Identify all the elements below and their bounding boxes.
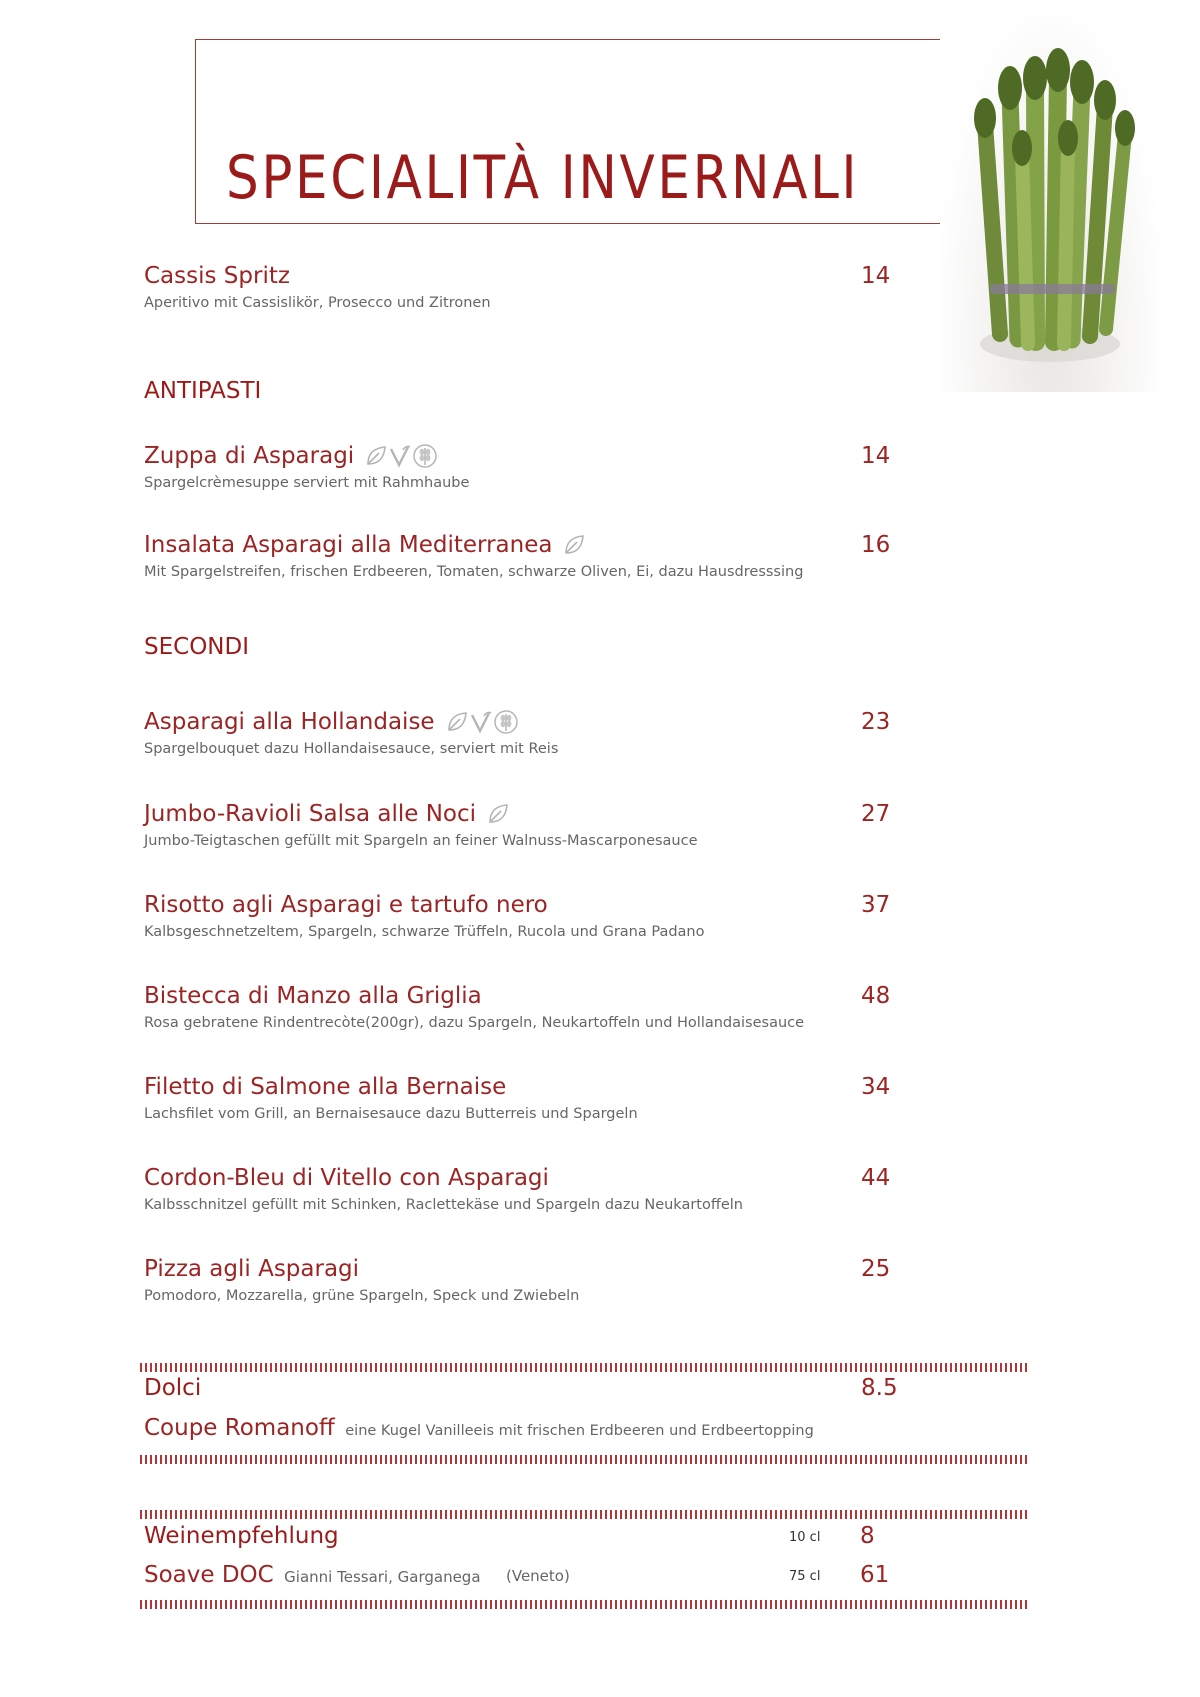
item-description: Jumbo-Teigtaschen gefüllt mit Spargeln an feiner Walnuss-Mascarponesauce [144,833,698,849]
section-antipasti [144,377,904,405]
menu-item [144,1164,904,1214]
gluten-free-wheat-icon [412,443,438,469]
dolci-price: 8.5 [861,1375,898,1401]
wine-small-price: 8 [860,1523,875,1549]
item-description: Mit Spargelstreifen, frischen Erdbeeren, Tomaten, schwarze Oliven, Ei, dazu Hausdresssing [144,564,804,580]
menu-item [144,1073,904,1123]
wine-region: (Veneto) [506,1567,570,1585]
item-name: Filetto di Salmone alla Bernaise [144,1074,507,1100]
item-price: 23 [861,709,891,735]
item-name: Coupe Romanoff [144,1415,335,1441]
item-description: Spargelcrèmesuppe serviert mit Rahmhaube [144,475,470,491]
menu-item [144,800,904,850]
gluten-free-wheat-icon [493,709,519,735]
item-description: Aperitivo mit Cassislikör, Prosecco und Zitronen [144,295,491,311]
item-price: 16 [861,532,891,558]
item-description: Kalbsgeschnetzeltem, Spargeln, schwarze Trüffeln, Rucola und Grana Padano [144,924,705,940]
item-description: Pomodoro, Mozzarella, grüne Spargeln, Speck und Zwiebeln [144,1288,580,1304]
menu-item [144,442,904,492]
item-name: Jumbo-Ravioli Salsa alle Noci [144,801,477,827]
item-description: Rosa gebratene Rindentrecòte(200gr), dazu Spargeln, Neukartoffeln und Hollandaisesauce [144,1015,805,1031]
item-description: Kalbsschnitzel gefüllt mit Schinken, Raclettekäse und Spargeln dazu Neukartoffeln [144,1197,743,1213]
vegetarian-leaf-icon [445,710,469,734]
item-description: Spargelbouquet dazu Hollandaisesauce, serviert mit Reis [144,741,559,757]
menu-item [144,708,904,758]
diet-icons [562,533,586,557]
item-name: Bistecca di Manzo alla Griglia [144,983,482,1009]
menu-item [144,531,904,581]
divider-stripe [140,1455,1030,1464]
item-price: 37 [861,892,891,918]
wine-producer: Gianni Tessari, Garganega [284,1568,481,1586]
wine-large-price: 61 [860,1562,890,1588]
item-price: 14 [861,443,891,469]
item-price: 14 [861,263,891,289]
dolci-item [144,1414,814,1442]
diet-icons [445,709,519,735]
vegan-v-icon [389,444,411,468]
menu-item-cassis-spritz [144,262,904,312]
divider-stripe [140,1363,1030,1372]
title-frame [195,39,1019,224]
item-price: 25 [861,1256,891,1282]
item-price: 27 [861,801,891,827]
item-name: Cassis Spritz [144,263,290,289]
wine-item [144,1561,934,1589]
menu-item [144,1255,904,1305]
vegan-v-icon [470,710,492,734]
menu-item [144,891,904,941]
wine-large-volume: 75 cl [789,1569,821,1584]
item-price: 34 [861,1074,891,1100]
item-name: Insalata Asparagi alla Mediterranea [144,532,553,558]
section-label: Dolci [144,1375,202,1401]
diet-icons [486,802,510,826]
item-description: Lachsfilet vom Grill, an Bernaisesauce dazu Butterreis und Spargeln [144,1106,638,1122]
item-name: Zuppa di Asparagi [144,443,355,469]
divider-stripe [140,1600,1030,1609]
vegetarian-leaf-icon [364,444,388,468]
wine-name: Soave DOC [144,1562,274,1588]
item-description: eine Kugel Vanilleeis mit frischen Erdbeeren und Erdbeertopping [345,1423,814,1439]
wine-small-volume: 10 cl [789,1530,821,1545]
section-label: Weinempfehlung [144,1523,339,1549]
section-label: SECONDI [144,634,249,660]
item-name: Risotto agli Asparagi e tartufo nero [144,892,548,918]
vegetarian-leaf-icon [562,533,586,557]
page-title: SPECIALITÀ INVERNALI [226,143,860,213]
asparagus-image [940,14,1160,392]
section-dolci [144,1374,904,1402]
item-name: Asparagi alla Hollandaise [144,709,435,735]
diet-icons [364,443,438,469]
item-price: 44 [861,1165,891,1191]
menu-item [144,982,904,1032]
item-name: Pizza agli Asparagi [144,1256,360,1282]
section-label: ANTIPASTI [144,378,262,404]
item-name: Cordon-Bleu di Vitello con Asparagi [144,1165,549,1191]
vegetarian-leaf-icon [486,802,510,826]
divider-stripe [140,1510,1030,1519]
section-secondi [144,633,904,661]
item-price: 48 [861,983,891,1009]
section-wine [144,1522,934,1550]
